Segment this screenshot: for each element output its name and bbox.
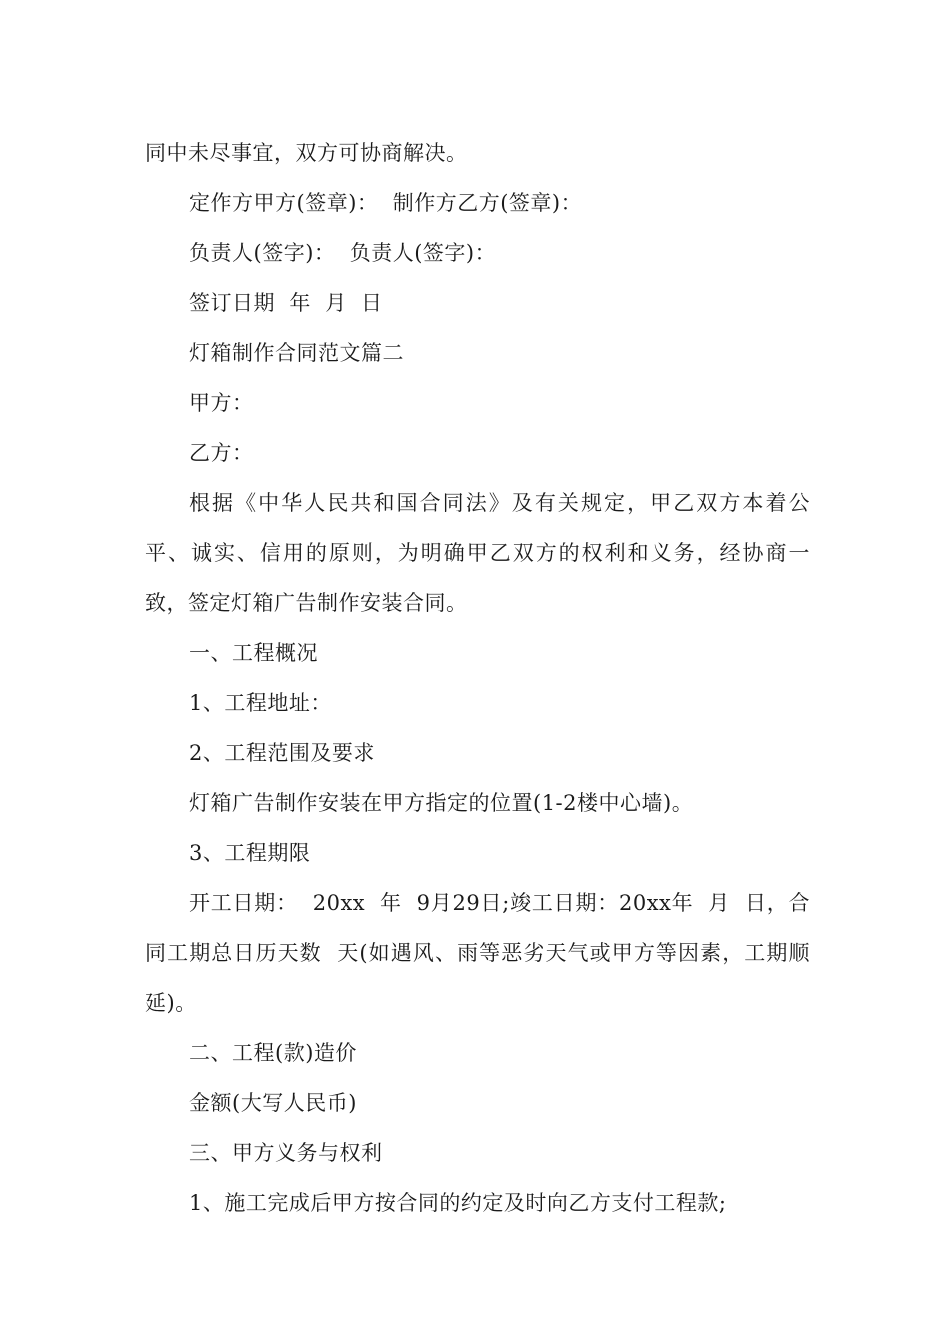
- scope-description: 灯箱广告制作安装在甲方指定的位置(1-2楼中心墙)。: [189, 791, 694, 815]
- heading-project-overview: 一、工程概况: [189, 641, 318, 665]
- signature-line-representatives: 负责人(签字)： 负责人(签字)：: [189, 241, 497, 265]
- document-body: [145, 128, 810, 1228]
- amount-line: 金额(大写人民币): [189, 1091, 357, 1115]
- duration-description: 开工日期： 20xx 年 9月29日;竣工日期：20xx年 月 日，合同工期总日历天数 天(如遇风、雨等恶劣天气或甲方等因素，工期顺延)。: [145, 891, 810, 1015]
- party-b-line: 乙方：: [189, 441, 254, 465]
- signature-line-parties: 定作方甲方(签章)： 制作方乙方(签章)：: [189, 191, 583, 215]
- paragraph-continuation: 同中未尽事宜，双方可协商解决。: [145, 141, 468, 165]
- party-a-line: 甲方：: [189, 391, 254, 415]
- item-project-scope: 2、工程范围及要求: [189, 741, 375, 765]
- signing-date-line: 签订日期 年 月 日: [189, 291, 383, 315]
- section-title: 灯箱制作合同范文篇二: [189, 341, 404, 365]
- obligation-item-1: 1、施工完成后甲方按合同的约定及时向乙方支付工程款;: [189, 1191, 727, 1215]
- heading-project-price: 二、工程(款)造价: [189, 1041, 357, 1065]
- item-project-address: 1、工程地址：: [189, 691, 332, 715]
- heading-party-a-obligations: 三、甲方义务与权利: [189, 1141, 383, 1165]
- preamble-paragraph: 根据《中华人民共和国合同法》及有关规定，甲乙双方本着公平、诚实、信用的原则，为明确甲乙双方的权利和义务，经协商一致，签定灯箱广告制作安装合同。: [145, 491, 810, 615]
- item-project-duration: 3、工程期限: [189, 841, 311, 865]
